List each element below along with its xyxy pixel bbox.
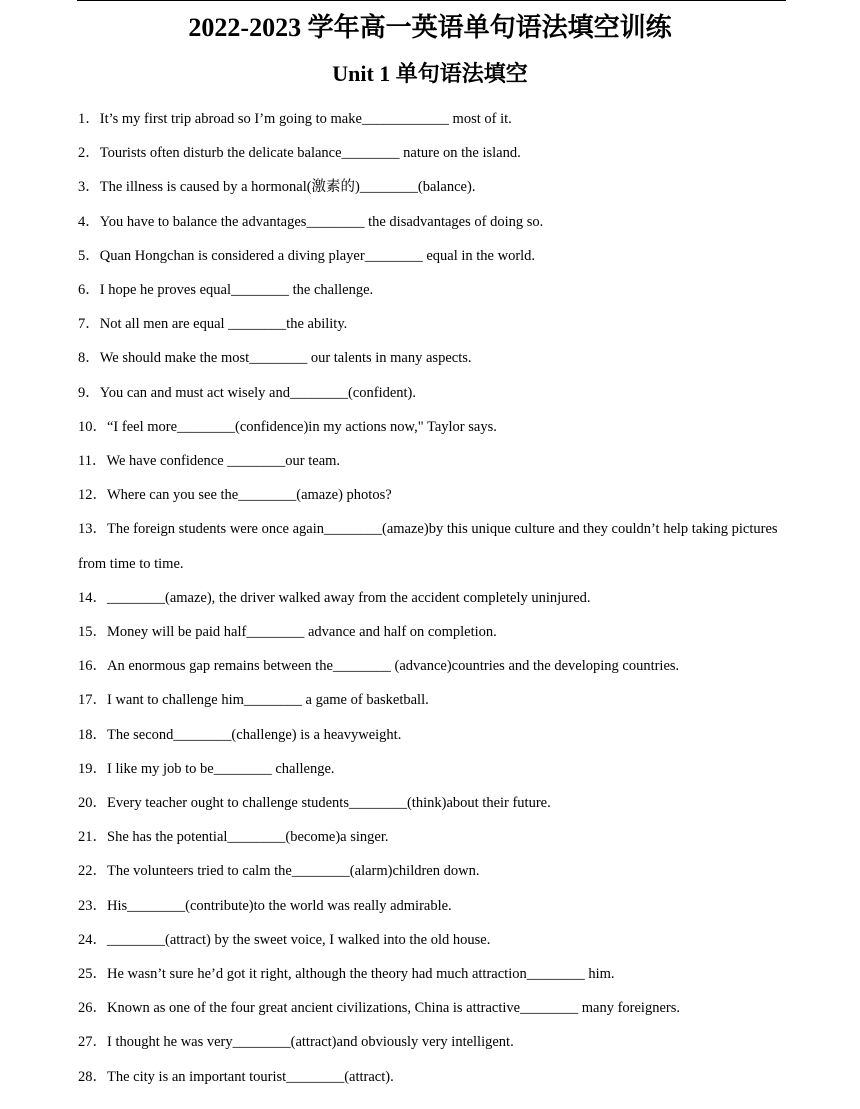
question-item [78, 649, 778, 683]
question-text: The city is an important tourist________(attract). [107, 1068, 394, 1085]
question-number: 6． [78, 282, 100, 299]
question-item [78, 991, 778, 1025]
question-text: Money will be paid half________ advance and half on completion. [107, 624, 497, 641]
question-item [78, 376, 778, 410]
question-text: His________(contribute)to the world was really admirable. [107, 897, 452, 914]
question-number: 20． [78, 795, 107, 812]
question-text: Known as one of the four great ancient civilizations, China is attractive________ many foreigners. [107, 1000, 680, 1017]
question-number: 16． [78, 658, 107, 675]
question-number: 3． [78, 179, 100, 196]
question-number: 15． [78, 624, 107, 641]
question-text: Every teacher ought to challenge students________(think)about their future. [107, 795, 551, 812]
question-number: 25． [78, 966, 107, 983]
question-number: 27． [78, 1034, 107, 1051]
question-number: 14． [78, 589, 107, 606]
question-text: ________(attract) by the sweet voice, I walked into the old house. [107, 931, 491, 948]
question-number: 7． [78, 316, 100, 333]
question-item [78, 1060, 778, 1094]
question-text: Where can you see the________(amaze) photos? [107, 487, 392, 504]
question-item [78, 478, 778, 512]
question-number: 10． [78, 418, 107, 435]
question-item [78, 752, 778, 786]
question-item [78, 102, 778, 136]
question-number: 21． [78, 829, 107, 846]
question-number: 2． [78, 145, 100, 162]
document-title: 2022-2023 学年高一英语单句语法填空训练 [188, 13, 672, 42]
question-text: The second________(challenge) is a heavyweight. [107, 726, 402, 743]
question-text: I like my job to be________ challenge. [107, 760, 335, 777]
question-text: We have confidence ________our team. [106, 453, 341, 470]
question-text: An enormous gap remains between the________ (advance)countries and the developing countries. [107, 658, 680, 675]
question-text: I hope he proves equal________ the challenge. [99, 282, 374, 299]
question-number: 11． [78, 453, 107, 470]
question-text: He wasn’t sure he’d got it right, although the theory had much attraction________ him. [107, 966, 615, 983]
question-number: 24． [78, 931, 107, 948]
question-item [78, 786, 778, 820]
question-item [78, 341, 778, 375]
question-text: I thought he was very________(attract)and obviously very intelligent. [107, 1034, 514, 1051]
question-number: 22． [78, 863, 107, 880]
question-item [78, 239, 778, 273]
top-rule [77, 0, 786, 1]
question-item [78, 923, 778, 957]
question-text: The foreign students were once again________(amaze)by this unique culture and they couldn’t help taking pictures from time to time. [78, 521, 778, 572]
question-number: 17． [78, 692, 107, 709]
question-text: The volunteers tried to calm the________(alarm)children down. [107, 863, 480, 880]
question-item [78, 205, 778, 239]
question-number: 13． [78, 521, 107, 538]
question-item [78, 718, 778, 752]
question-text: You can and must act wisely and________(confident). [99, 384, 417, 401]
question-item [78, 581, 778, 615]
question-number: 9． [78, 384, 100, 401]
question-item [78, 957, 778, 991]
question-number: 5． [78, 247, 100, 264]
question-item [78, 615, 778, 649]
question-text: Tourists often disturb the delicate balance________ nature on the island. [99, 145, 521, 162]
question-number: 23． [78, 897, 107, 914]
question-text: We should make the most________ our talents in many aspects. [99, 350, 472, 367]
question-number: 28． [78, 1068, 107, 1085]
question-item [78, 444, 778, 478]
question-text: It’s my first trip abroad so I’m going to make____________ most of it. [99, 111, 512, 127]
question-list [78, 102, 778, 1094]
document-subtitle: Unit 1 单句语法填空 [332, 61, 528, 86]
question-text: “I feel more________(confidence)in my actions now," Taylor says. [107, 418, 497, 435]
question-item [78, 889, 778, 923]
question-text: The illness is caused by a hormonal(激素的)________(balance). [99, 179, 476, 196]
question-text: She has the potential________(become)a singer. [107, 829, 389, 846]
question-text: Quan Hongchan is considered a diving player________ equal in the world. [99, 247, 536, 264]
question-text: Not all men are equal ________the ability. [99, 316, 348, 333]
question-item [78, 170, 778, 204]
question-item [78, 512, 778, 580]
question-item [78, 136, 778, 170]
question-number: 1． [78, 111, 100, 127]
question-number: 18． [78, 726, 107, 743]
question-text: I want to challenge him________ a game of basketball. [107, 692, 429, 709]
question-number: 19． [78, 760, 107, 777]
question-text: You have to balance the advantages________ the disadvantages of doing so. [99, 213, 544, 230]
question-number: 12． [78, 487, 107, 504]
question-item [78, 1025, 778, 1059]
question-item [78, 273, 778, 307]
question-item [78, 683, 778, 717]
question-item [78, 854, 778, 888]
question-text: ________(amaze), the driver walked away from the accident completely uninjured. [107, 589, 591, 606]
question-number: 26． [78, 1000, 107, 1017]
question-item [78, 820, 778, 854]
question-number: 8． [78, 350, 100, 367]
question-item [78, 410, 778, 444]
question-number: 4． [78, 213, 100, 230]
question-item [78, 307, 778, 341]
